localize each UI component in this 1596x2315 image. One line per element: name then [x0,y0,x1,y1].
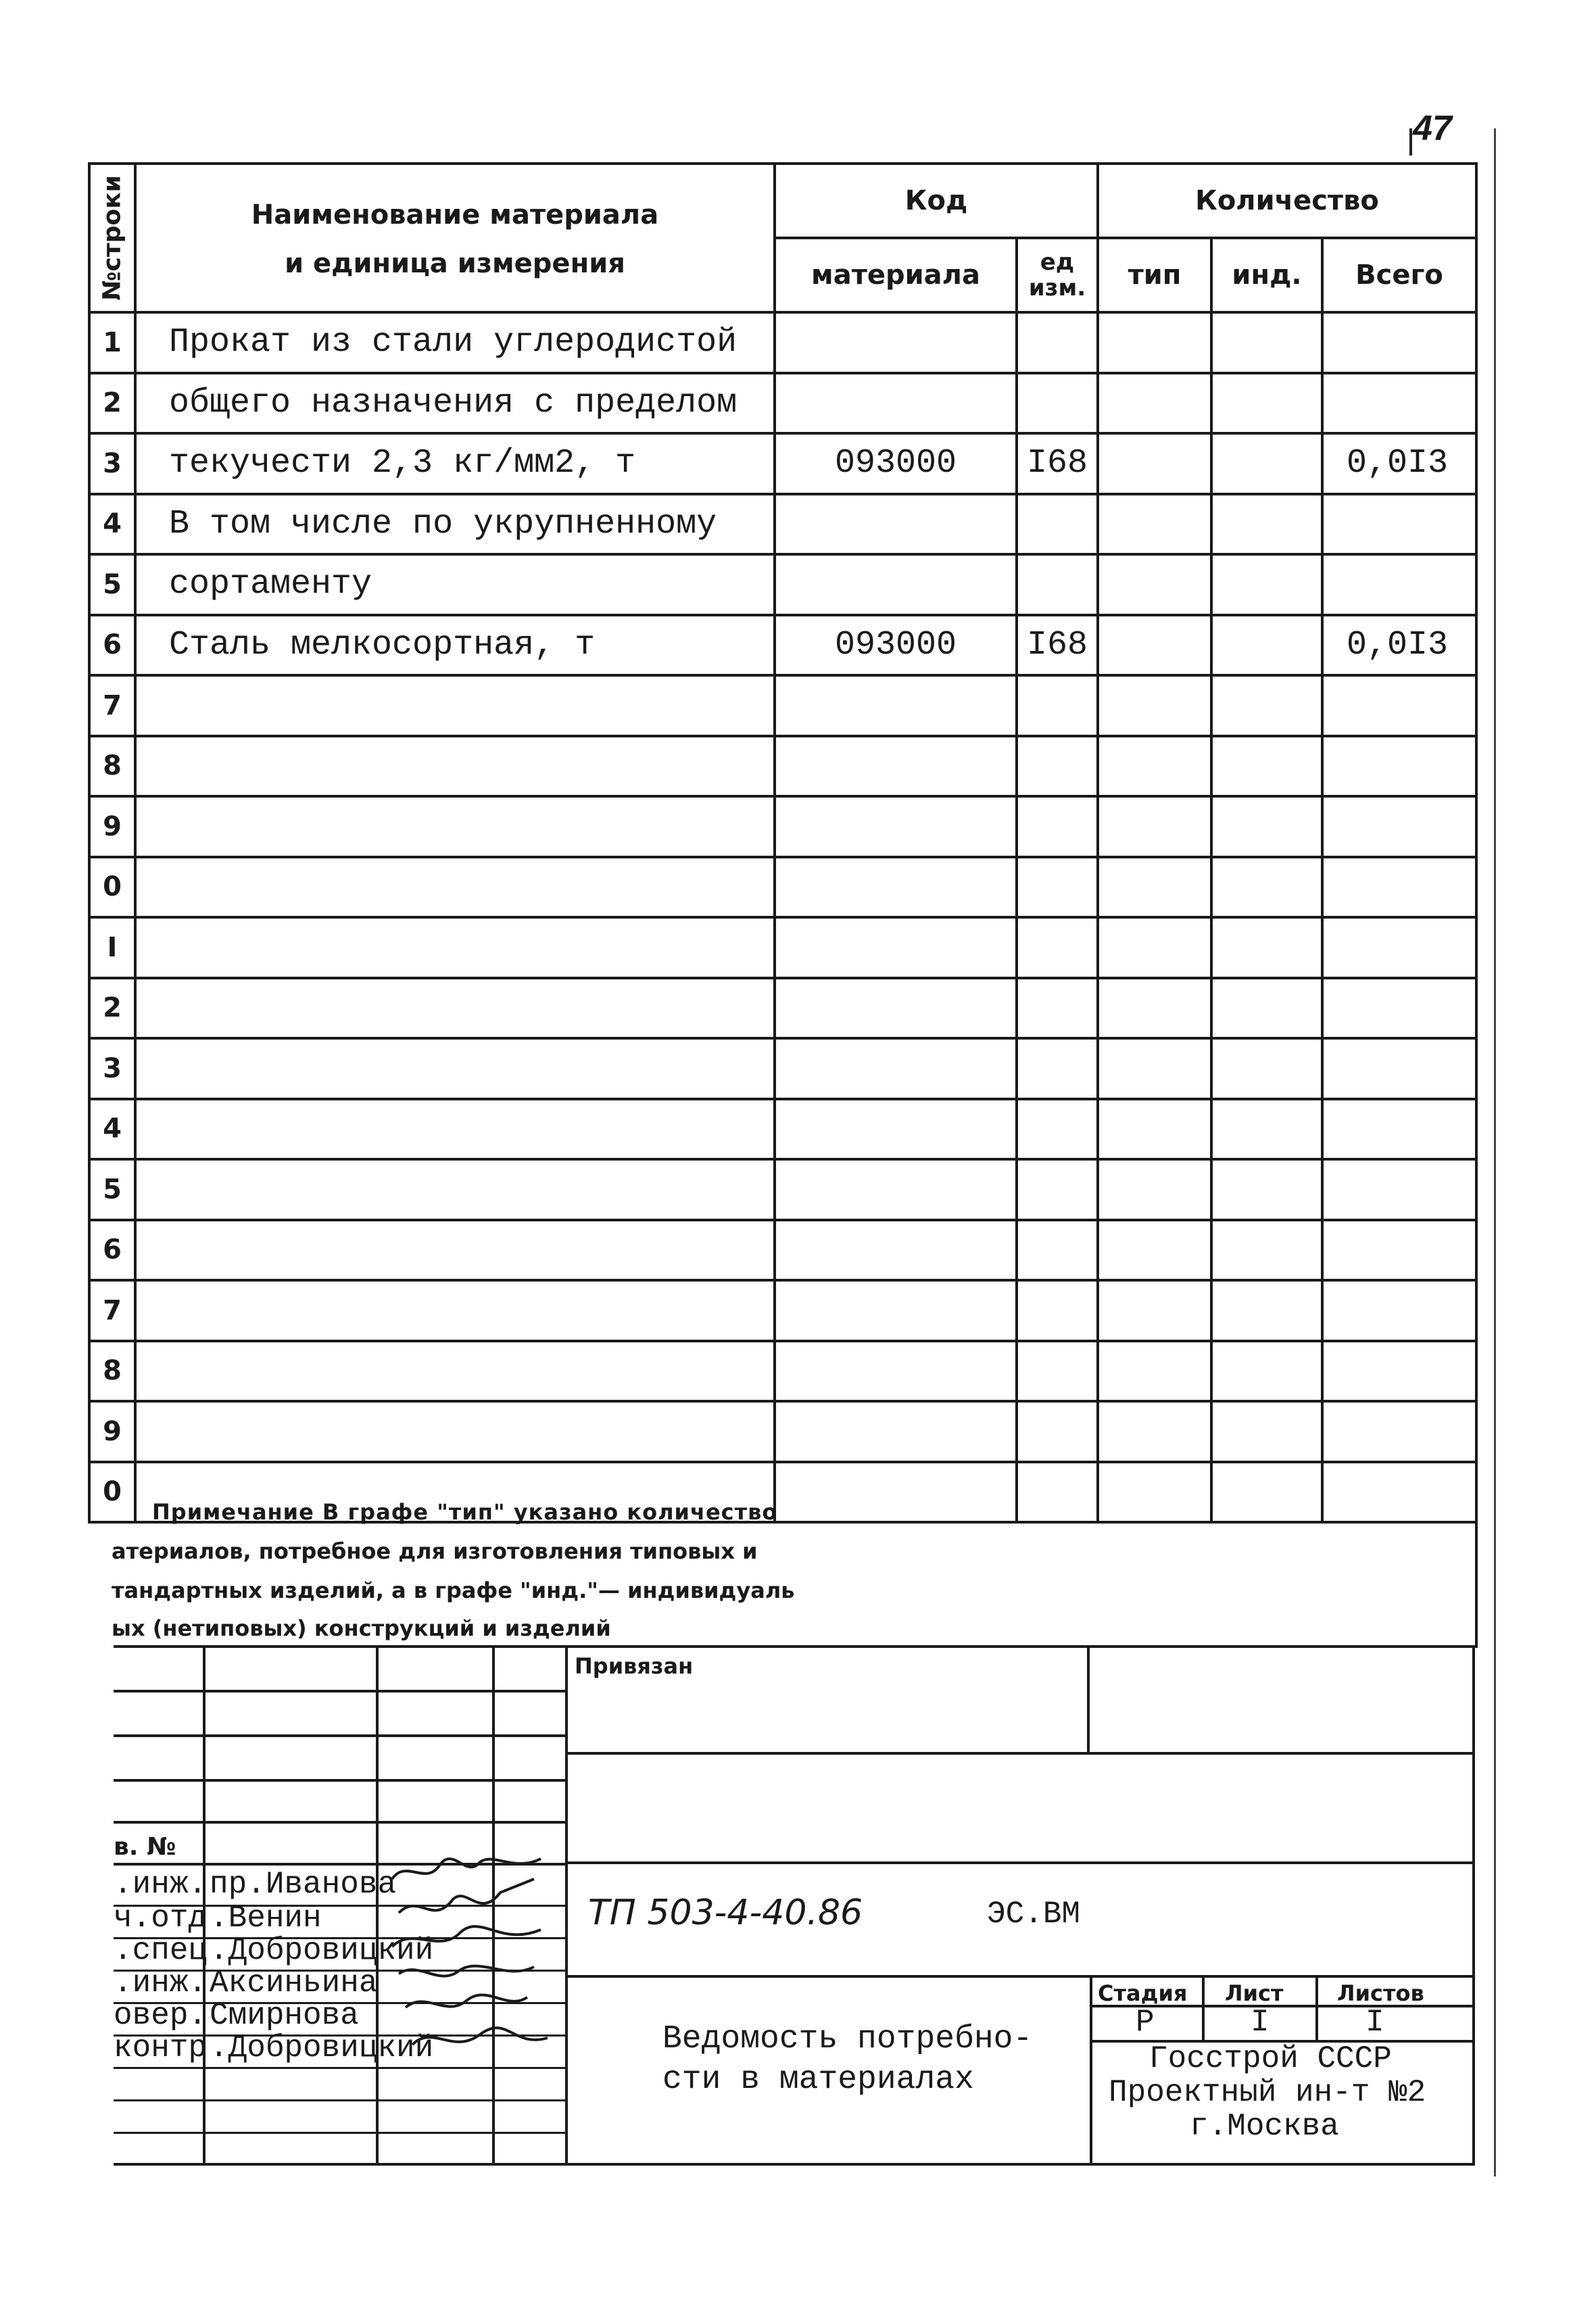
unit-code-cell: I68 [1017,615,1098,676]
material-name-cell [135,1341,775,1402]
quantity-total-cell [1322,1280,1476,1341]
header-unit [1017,238,1098,312]
unit-code-cell [1017,554,1098,615]
row-number-cell: 5 [89,554,135,615]
quantity-total-cell [1322,675,1476,736]
header-qty-total: Всего [1322,238,1476,312]
table-row [89,796,1476,857]
material-name-cell: текучести 2,3 кг/мм2, т [135,433,775,494]
table-row [89,1401,1476,1462]
material-name-cell [135,1159,775,1220]
signature-name-1: пр.Иванова [210,1867,397,1902]
document-code: ТП 503-4-40.86 [588,1893,863,1933]
unit-code-cell [1017,917,1098,978]
row-number-cell: 4 [89,494,135,555]
quantity-type-cell [1098,312,1211,373]
material-code-cell [775,1099,1017,1160]
material-code-cell [775,1159,1017,1220]
table-row [89,1341,1476,1402]
quantity-type-cell [1098,978,1211,1039]
material-name-cell [135,1280,775,1341]
signature-name-2: .Венин [210,1901,322,1936]
header-row-number: №строки [89,164,135,312]
table-row [89,857,1476,918]
quantity-ind-cell [1211,1038,1322,1099]
quantity-ind-cell [1211,433,1322,494]
quantity-ind-cell [1211,675,1322,736]
note-line-3: тандартных изделий, а в графе "инд."— индивидуаль [112,1578,795,1603]
material-name-cell [135,1038,775,1099]
material-code-cell [775,1341,1017,1402]
quantity-type-cell [1098,796,1211,857]
quantity-total-cell [1322,1220,1476,1281]
quantity-type-cell [1098,1159,1211,1220]
material-code-cell [775,857,1017,918]
header-code-material: материала [775,238,1017,312]
material-name-cell: В том числе по укрупненному [135,494,775,555]
table-row [89,1280,1476,1341]
header-quantity-group: Количество [1098,164,1476,238]
table-row [89,1099,1476,1160]
material-name-cell [135,796,775,857]
header-name-line2: и единица измерения [285,248,625,279]
quantity-type-cell [1098,615,1211,676]
material-code-cell [775,373,1017,434]
quantity-type-cell [1098,736,1211,797]
material-name-cell [135,978,775,1039]
quantity-type-cell [1098,433,1211,494]
handwritten-signatures [379,1852,581,2075]
material-code-cell [775,1401,1017,1462]
material-name-cell [135,857,775,918]
unit-code-cell [1017,1341,1098,1402]
material-code-cell [775,494,1017,555]
unit-code-cell [1017,978,1098,1039]
quantity-type-cell [1098,1401,1211,1462]
table-row [89,736,1476,797]
quantity-total-cell: 0,0I3 [1322,615,1476,676]
material-code-cell [775,1038,1017,1099]
quantity-total-cell [1322,1401,1476,1462]
row-number-cell: 3 [89,433,135,494]
quantity-total-cell [1322,796,1476,857]
material-name-cell [135,1401,775,1462]
quantity-ind-cell [1211,1280,1322,1341]
signature-name-4: Аксиньина [210,1966,378,2001]
note-line-4: ых (нетиповых) конструкций и изделий [112,1615,611,1641]
quantity-ind-cell [1211,1341,1322,1402]
document-title-line2: сти в материалах [662,2062,974,2098]
table-row [89,615,1476,676]
material-name-cell [135,736,775,797]
material-code-cell: 093000 [775,615,1017,676]
header-qty-type: тип [1098,238,1211,312]
unit-code-cell: I68 [1017,433,1098,494]
row-number-cell: 9 [89,1401,135,1462]
unit-code-cell [1017,736,1098,797]
quantity-ind-cell [1211,1401,1322,1462]
quantity-type-cell [1098,554,1211,615]
material-code-cell [775,917,1017,978]
row-number-cell: 6 [89,1220,135,1281]
signature-name-6: .Добровицкий [210,2030,434,2066]
unit-code-cell [1017,1220,1098,1281]
signature-name-3: .Добровицкий [210,1933,434,1968]
row-number-cell: 8 [89,736,135,797]
quantity-ind-cell [1211,312,1322,373]
sheet-label: Лист [1225,1980,1284,2006]
unit-code-cell [1017,675,1098,736]
quantity-total-cell [1322,554,1476,615]
unit-code-cell [1017,494,1098,555]
organization-line2: Проектный ин-т №2 [1109,2075,1426,2110]
table-row [89,494,1476,555]
row-number-cell: 5 [89,1159,135,1220]
quantity-total-cell [1322,373,1476,434]
row-number-cell: 4 [89,1099,135,1160]
page-number-tick [1409,128,1412,155]
material-name-cell [135,917,775,978]
note-line-2: атериалов, потребное для изготовления типовых и [112,1538,758,1564]
quantity-ind-cell [1211,736,1322,797]
quantity-type-cell [1098,857,1211,918]
quantity-type-cell [1098,917,1211,978]
row-number-cell: 8 [89,1341,135,1402]
signature-name-5: Смирнова [210,1998,359,2033]
quantity-total-cell [1322,857,1476,918]
material-code-cell [775,1280,1017,1341]
row-number-cell: 3 [89,1038,135,1099]
quantity-ind-cell [1211,978,1322,1039]
sheets-label: Листов [1337,1980,1424,2006]
quantity-ind-cell [1211,494,1322,555]
document-title-line1: Ведомость потребно- [662,2021,1033,2057]
inventory-number-label: в. № [114,1833,176,1861]
stage-label: Стадия [1098,1980,1188,2006]
row-number-cell: 7 [89,675,135,736]
quantity-total-cell [1322,1159,1476,1220]
unit-code-cell [1017,1401,1098,1462]
quantity-total-cell [1322,494,1476,555]
unit-code-cell [1017,796,1098,857]
material-name-cell: общего назначения с пределом [135,373,775,434]
quantity-ind-cell [1211,857,1322,918]
table-row [89,675,1476,736]
header-qty-ind: инд. [1211,238,1322,312]
materials-table [88,162,1478,1524]
row-number-cell: 7 [89,1280,135,1341]
quantity-type-cell [1098,494,1211,555]
row-number-cell: 2 [89,978,135,1039]
unit-code-cell [1017,312,1098,373]
unit-code-cell [1017,1280,1098,1341]
row-number-cell: I [89,917,135,978]
material-code-cell: 093000 [775,433,1017,494]
material-name-cell [135,1099,775,1160]
quantity-total-cell [1322,1341,1476,1402]
material-code-cell [775,675,1017,736]
material-code-cell [775,1220,1017,1281]
quantity-type-cell [1098,1220,1211,1281]
table-row [89,312,1476,373]
material-code-cell [775,978,1017,1039]
table-row [89,433,1476,494]
quantity-type-cell [1098,373,1211,434]
row-number-cell: 1 [89,312,135,373]
quantity-ind-cell [1211,796,1322,857]
quantity-total-cell [1322,736,1476,797]
header-unit-line1: ед [1040,249,1075,276]
organization-line3: г.Москва [1190,2109,1339,2144]
quantity-total-cell [1322,1099,1476,1160]
attached-label: Привязан [575,1653,694,1679]
material-name-cell: Сталь мелкосортная, т [135,615,775,676]
header-unit-line2: изм. [1028,274,1086,301]
unit-code-cell [1017,1099,1098,1160]
material-name-cell [135,675,775,736]
table-row [89,1159,1476,1220]
table-row [89,1038,1476,1099]
quantity-ind-cell [1211,373,1322,434]
table-row [89,1220,1476,1281]
signature-role-5: овер. [114,1998,208,2033]
quantity-total-cell [1322,917,1476,978]
header-code-group: Код [775,164,1098,238]
material-name-cell: сортаменту [135,554,775,615]
document-mark: ЭС.ВМ [987,1897,1081,1932]
page-number: 47 [1413,109,1452,148]
quantity-ind-cell [1211,917,1322,978]
header-name-line1: Наименование материала [251,199,659,230]
table-row [89,917,1476,978]
material-code-cell [775,796,1017,857]
signature-role-6: контр [114,2030,208,2066]
material-name-cell [135,1220,775,1281]
signature-role-2: ч.отд [114,1901,208,1936]
quantity-total-cell [1322,978,1476,1039]
quantity-type-cell [1098,1341,1211,1402]
signature-role-4: .инж. [114,1966,208,2001]
table-row [89,554,1476,615]
unit-code-cell [1017,373,1098,434]
quantity-total-cell [1322,312,1476,373]
organization-line1: Госстрой СССР [1149,2041,1392,2076]
quantity-ind-cell [1211,1159,1322,1220]
material-code-cell [775,736,1017,797]
material-code-cell [775,312,1017,373]
quantity-type-cell [1098,1280,1211,1341]
row-number-cell: 9 [89,796,135,857]
quantity-ind-cell [1211,1220,1322,1281]
header-name [135,164,775,312]
row-number-cell: 0 [89,857,135,918]
unit-code-cell [1017,857,1098,918]
quantity-type-cell [1098,1038,1211,1099]
sheets-value: I [1365,2005,1384,2040]
quantity-ind-cell [1211,554,1322,615]
signature-role-1: .инж. [114,1867,208,1902]
material-code-cell [775,554,1017,615]
material-name-cell: Прокат из стали углеродистой [135,312,775,373]
stage-value: Р [1136,2005,1155,2040]
row-number-cell: 0 [89,1462,135,1523]
right-margin-line [1494,128,1496,2176]
table-row [89,373,1476,434]
row-number-cell: 2 [89,373,135,434]
quantity-type-cell [1098,675,1211,736]
quantity-type-cell [1098,1099,1211,1160]
quantity-total-cell: 0,0I3 [1322,433,1476,494]
row-number-cell: 6 [89,615,135,676]
unit-code-cell [1017,1159,1098,1220]
sheet-value: I [1251,2005,1269,2040]
quantity-ind-cell [1211,1099,1322,1160]
quantity-ind-cell [1211,615,1322,676]
quantity-total-cell [1322,1038,1476,1099]
unit-code-cell [1017,1038,1098,1099]
signature-role-3: .спец [114,1933,208,1968]
table-row [89,978,1476,1039]
note-line-1: Примечание В графе "тип" указано количество [152,1499,778,1525]
